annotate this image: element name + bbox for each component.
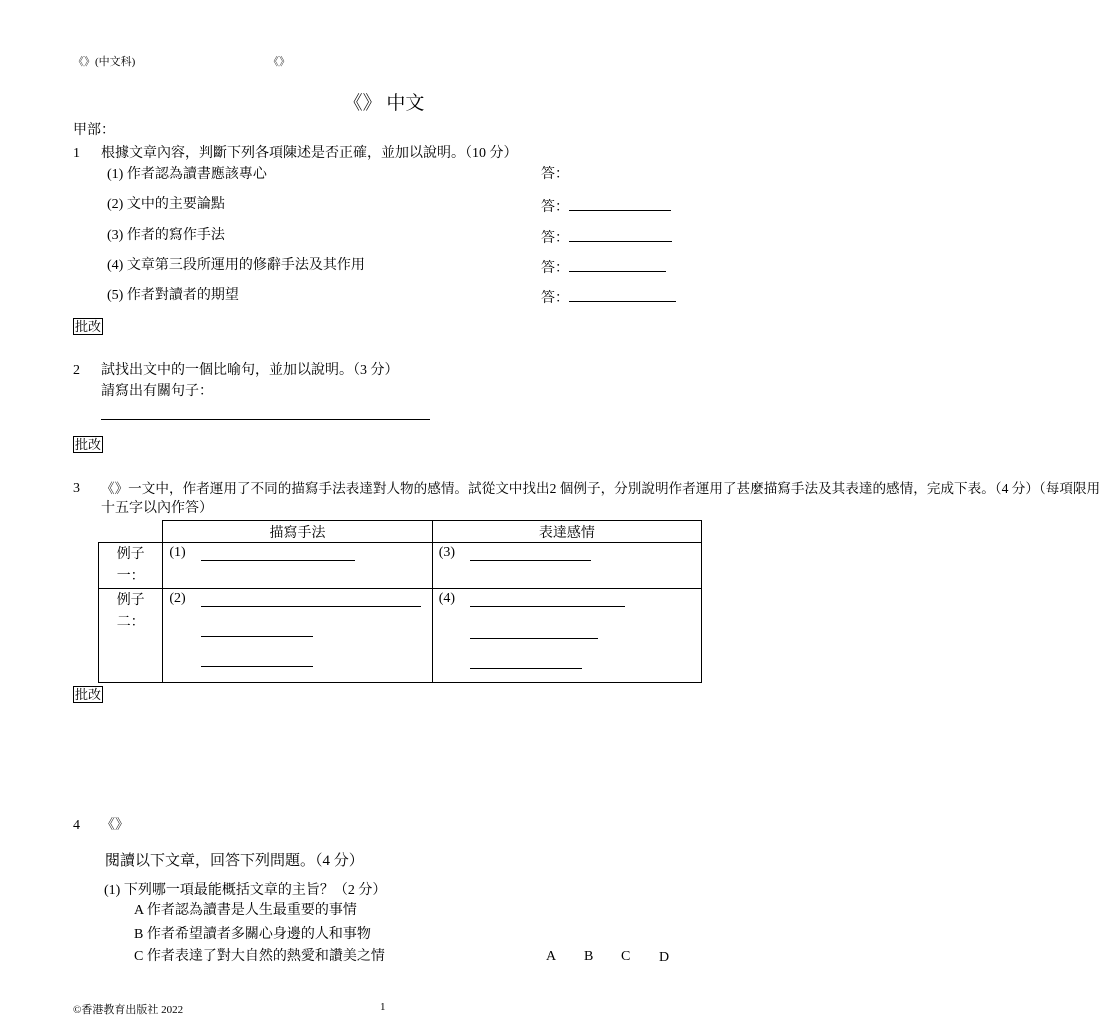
q1-item-answer: 答： xyxy=(541,257,666,278)
answer-table xyxy=(98,520,702,683)
section-label: 甲部： xyxy=(73,123,115,138)
page-number: 1 xyxy=(380,1001,386,1013)
table-cell[interactable] xyxy=(163,589,432,683)
q1-item-label: (2) 文中的主要論點 xyxy=(107,197,225,212)
answer-line[interactable] xyxy=(201,606,421,607)
header-left: 《》(中文科) xyxy=(73,56,136,68)
q1-item-answer: 答： xyxy=(541,196,671,217)
option-a: A 作者認為讀書是人生最重要的事情 xyxy=(134,903,357,918)
table-corner xyxy=(99,521,163,543)
q2-number: 2 xyxy=(73,363,80,378)
q4-number: 4 xyxy=(73,818,80,833)
answer-blank[interactable] xyxy=(569,196,671,211)
cell-number: (4) xyxy=(438,591,456,606)
answer-line[interactable] xyxy=(201,560,355,561)
table-cell[interactable] xyxy=(432,543,701,589)
footer-copyright: ©香港教育出版社 2022 xyxy=(73,1004,184,1016)
q1-number: 1 xyxy=(73,146,80,161)
q1-item-answer: 答： xyxy=(541,167,569,182)
q3-prompt: 《》一文中，作者運用了不同的描寫手法表達對人物的感情。試從文中找出2 個例子，分別說明作者運用了甚麼描寫手法及其表達的感情，完成下表。（4 分）（每項限用 xyxy=(101,481,1100,496)
answer-blank[interactable] xyxy=(569,257,666,272)
q1-item-answer: 答： xyxy=(541,227,672,248)
answer-line[interactable] xyxy=(470,560,591,561)
cell-number: (1) xyxy=(169,545,186,560)
q2-marking-box: 批改 xyxy=(75,437,102,452)
q4-prompt: 閱讀以下文章，回答下列問題。（4 分） xyxy=(105,853,364,869)
q1-marking-box: 批改 xyxy=(75,319,102,334)
table-header: 表達感情 xyxy=(432,521,701,543)
q3-number: 3 xyxy=(73,481,80,496)
q2-prompt: 試找出文中的一個比喻句，並加以說明。（3 分） xyxy=(101,363,399,378)
q4-sub: (1) 下列哪一項最能概括文章的主旨？（2 分） xyxy=(104,883,387,898)
q1-item-label: (3) 作者的寫作手法 xyxy=(107,228,225,243)
answer-line[interactable] xyxy=(201,666,313,667)
q2-sub: 請寫出有關句子： xyxy=(101,384,213,399)
q3-prompt-cont: 十五字以內作答） xyxy=(101,501,213,516)
choice-d[interactable]: D xyxy=(659,950,670,965)
cell-number: (2) xyxy=(169,591,186,606)
answer-line[interactable] xyxy=(201,636,313,637)
option-c: C 作者表達了對大自然的熱愛和讚美之情 xyxy=(134,949,385,964)
header-center: 《》 xyxy=(268,56,290,68)
answer-line[interactable] xyxy=(470,668,582,669)
q1-item-label: (4) 文章第三段所運用的修辭手法及其作用 xyxy=(107,258,365,273)
table-header: 描寫手法 xyxy=(163,521,432,543)
choice-c[interactable]: C xyxy=(621,949,631,964)
option-b: B 作者希望讀者多關心身邊的人和事物 xyxy=(134,927,371,942)
row-label: 例子 二： xyxy=(99,589,163,683)
choice-b[interactable]: B xyxy=(584,949,594,964)
table-cell[interactable] xyxy=(432,589,701,683)
q1-item-label: (1) 作者認為讀書應該專心 xyxy=(107,167,267,182)
table-cell[interactable] xyxy=(163,543,432,589)
q1-item-answer: 答： xyxy=(541,287,676,308)
choice-a[interactable]: A xyxy=(546,949,557,964)
q1-prompt: 根據文章內容，判斷下列各項陳述是否正確，並加以說明。（10 分） xyxy=(101,146,518,161)
cell-number: (3) xyxy=(438,545,456,560)
answer-line[interactable] xyxy=(470,638,598,639)
row-label: 例子 一： xyxy=(99,543,163,589)
answer-blank[interactable] xyxy=(569,227,672,242)
answer-blank[interactable] xyxy=(569,287,676,302)
q4-title: 《》 xyxy=(101,818,129,833)
q2-answer-line[interactable] xyxy=(101,419,430,420)
page-title: 《》 中文 xyxy=(343,93,425,114)
q1-item-label: (5) 作者對讀者的期望 xyxy=(107,288,239,303)
q3-marking-box: 批改 xyxy=(75,687,102,702)
answer-line[interactable] xyxy=(470,606,625,607)
